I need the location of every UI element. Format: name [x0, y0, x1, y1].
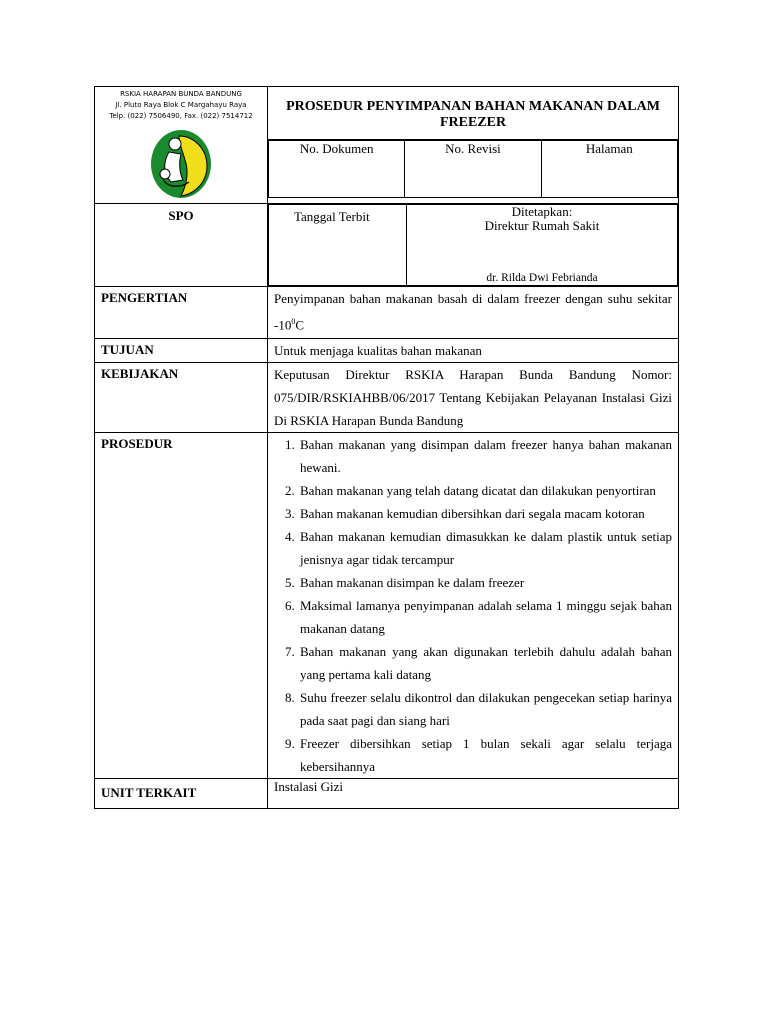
halaman-label: Halaman — [541, 141, 677, 198]
list-item: 2. Bahan makanan yang telah datang dicatat dan dilakukan penyortiran — [298, 479, 672, 502]
ditetapkan-label: Ditetapkan: — [511, 204, 573, 219]
document-meta-row — [268, 140, 678, 198]
list-item: 6. Maksimal lamanya penyimpanan adalah selama 1 minggu sejak bahan makanan datang — [298, 594, 672, 640]
unit-terkait-text: Instalasi Gizi — [268, 779, 679, 809]
direktur-label: Direktur Rumah Sakit — [484, 218, 600, 233]
approval-cell — [407, 205, 678, 286]
tujuan-label: TUJUAN — [95, 339, 268, 363]
pengertian-label: PENGERTIAN — [95, 287, 268, 339]
kebijakan-text: Keputusan Direktur RSKIA Harapan Bunda Bandung Nomor: 075/DIR/RSKIAHBB/06/2017 Tentang Kebijakan Pelayanan Instalasi Gizi Di RSKIA Harapan Bunda Bandung — [268, 363, 679, 433]
spo-document-table — [94, 86, 679, 809]
tanggal-terbit-label: Tanggal Terbit — [269, 205, 407, 286]
title-cell — [268, 87, 679, 204]
spo-label: SPO — [95, 204, 268, 287]
no-revisi-label: No. Revisi — [405, 141, 541, 198]
hospital-phone: Telp. (022) 7506490, Fax. (022) 7514712 — [109, 112, 253, 120]
list-item: 1. Bahan makanan yang disimpan dalam freezer hanya bahan makanan hewani. — [298, 433, 672, 479]
prosedur-label: PROSEDUR — [95, 433, 268, 779]
list-item: 5. Bahan makanan disimpan ke dalam freezer — [298, 571, 672, 594]
list-item: 4. Bahan makanan kemudian dimasukkan ke dalam plastik untuk setiap jenisnya agar tidak tercampur — [298, 525, 672, 571]
document-title: PROSEDUR PENYIMPANAN BAHAN MAKANAN DALAM FREEZER — [268, 87, 678, 140]
celsius-unit: C — [295, 317, 305, 333]
kebijakan-label: KEBIJAKAN — [95, 363, 268, 433]
hospital-address: Jl. Pluto Raya Blok C Margahayu Raya — [115, 101, 247, 109]
pengertian-text-main: Penyimpanan bahan makanan basah di dalam freezer dengan suhu sekitar -10 — [274, 291, 672, 333]
pengertian-text — [268, 287, 679, 339]
list-item: 7. Bahan makanan yang akan digunakan terlebih dahulu adalah bahan yang pertama kali datang — [298, 640, 672, 686]
hospital-header-cell — [95, 87, 268, 204]
unit-terkait-label: UNIT TERKAIT — [95, 779, 268, 809]
tujuan-text: Untuk menjaga kualitas bahan makanan — [268, 339, 679, 363]
list-item: 3. Bahan makanan kemudian dibersihkan dari segala macam kotoran — [298, 502, 672, 525]
mother-child-logo-icon — [149, 128, 213, 200]
issuance-cell — [268, 204, 679, 287]
prosedur-list — [274, 433, 672, 778]
degree-superscript: 0 — [291, 317, 296, 326]
list-item: 8. Suhu freezer selalu dikontrol dan dilakukan pengecekan setiap harinya pada saat pagi dan siang hari — [298, 686, 672, 732]
prosedur-cell — [268, 433, 679, 779]
hospital-name: RSKIA HARAPAN BUNDA BANDUNG — [120, 90, 242, 98]
no-dokumen-label: No. Dokumen — [269, 141, 405, 198]
signer-name: dr. Rilda Dwi Febrianda — [486, 272, 598, 284]
list-item: 9. Freezer dibersihkan setiap 1 bulan sekali agar selalu terjaga kebersihannya — [298, 732, 672, 778]
